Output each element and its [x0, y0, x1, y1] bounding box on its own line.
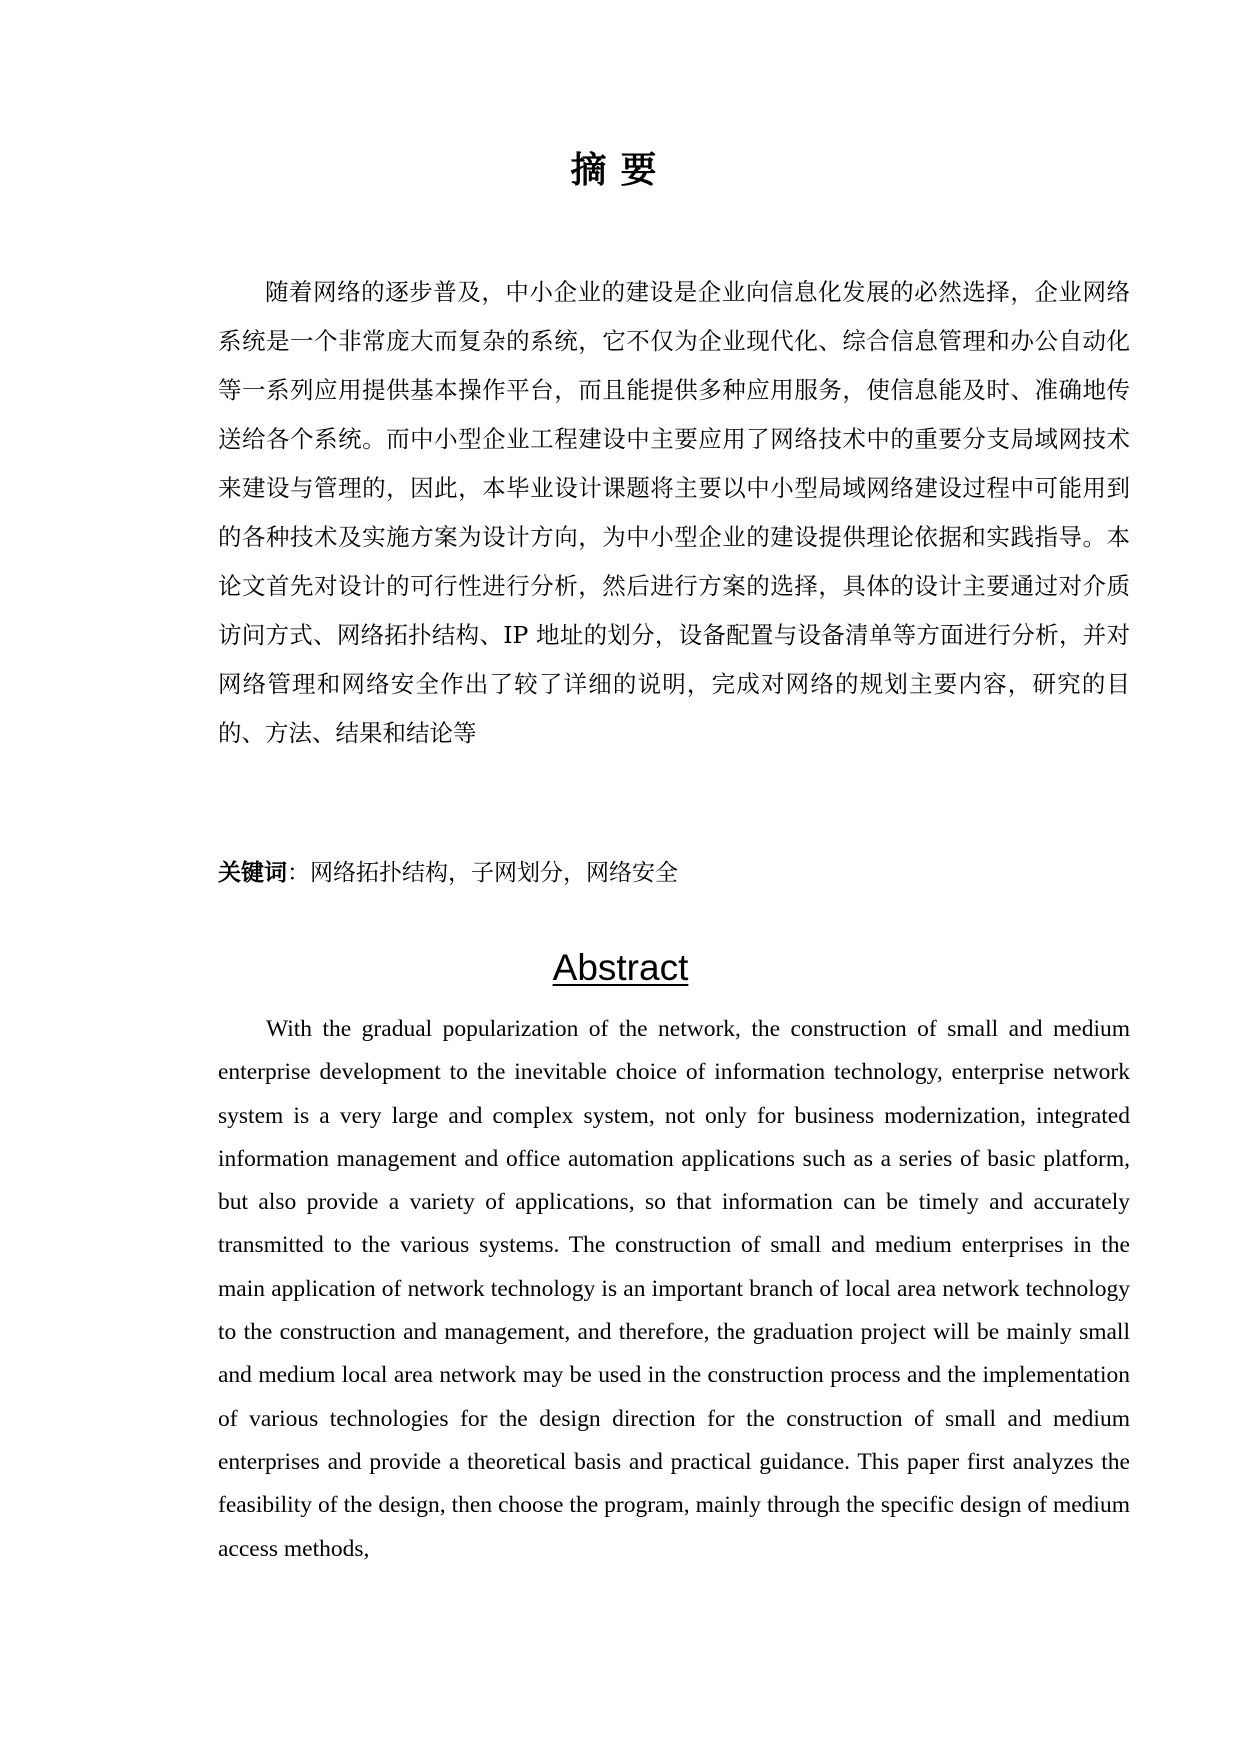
- keywords-label: 关键词: [218, 860, 287, 886]
- keywords-value: 网络拓扑结构，子网划分，网络安全: [310, 860, 678, 886]
- english-abstract-title: Abstract: [552, 947, 689, 988]
- keywords-line: [218, 857, 1130, 889]
- chinese-abstract-body: 随着网络的逐步普及，中小企业的建设是企业向信息化发展的必然选择，企业网络系统是一个非常庞大而复杂的系统，它不仅为企业现代化、综合信息管理和办公自动化等一系列应用提供基本操作平台，而且能提供多种应用服务，使信息能及时、准确地传送给各个系统。而中小型企业工程建设中主要应用了网络技术中的重要分支局域网技术来建设与管理的，因此，本毕业设计课题将主要以中小型局域网络建设过程中可能用到的各种技术及实施方案为设计方向，为中小型企业的建设提供理论依据和实践指导。本论文首先对设计的可行性进行分析，然后进行方案的选择，具体的设计主要通过对介质访问方式、网络拓扑结构、IP 地址的划分，设备配置与设备清单等方面进行分析，并对网络管理和网络安全作出了较了详细的说明，完成对网络的规划主要内容，研究的目的、方法、结果和结论等: [218, 278, 1130, 747]
- chinese-abstract-title: 摘要: [570, 149, 671, 191]
- english-abstract-body: With the gradual popularization of the network, the construction of small and medium enterprise development to the inevitable choice of information technology, enterprise network system is a very large and complex system, not only for business modernization, integrated information management and office automation applications such as a series of basic platform, but also provide a variety of applications, so that information can be timely and accurately transmitted to the various systems. The construction of small and medium enterprises in the main application of network technology is an important branch of local area network technology to the construction and management, and therefore, the graduation project will be mainly small and medium local area network may be used in the construction process and the implementation of various technologies for the design direction for the construction of small and medium enterprises and provide a theoretical basis and practical guidance. This paper first analyzes the feasibility of the design, then choose the program, mainly through the specific design of medium access methods,: [218, 1016, 1130, 1562]
- keywords-separator: ：: [287, 860, 310, 886]
